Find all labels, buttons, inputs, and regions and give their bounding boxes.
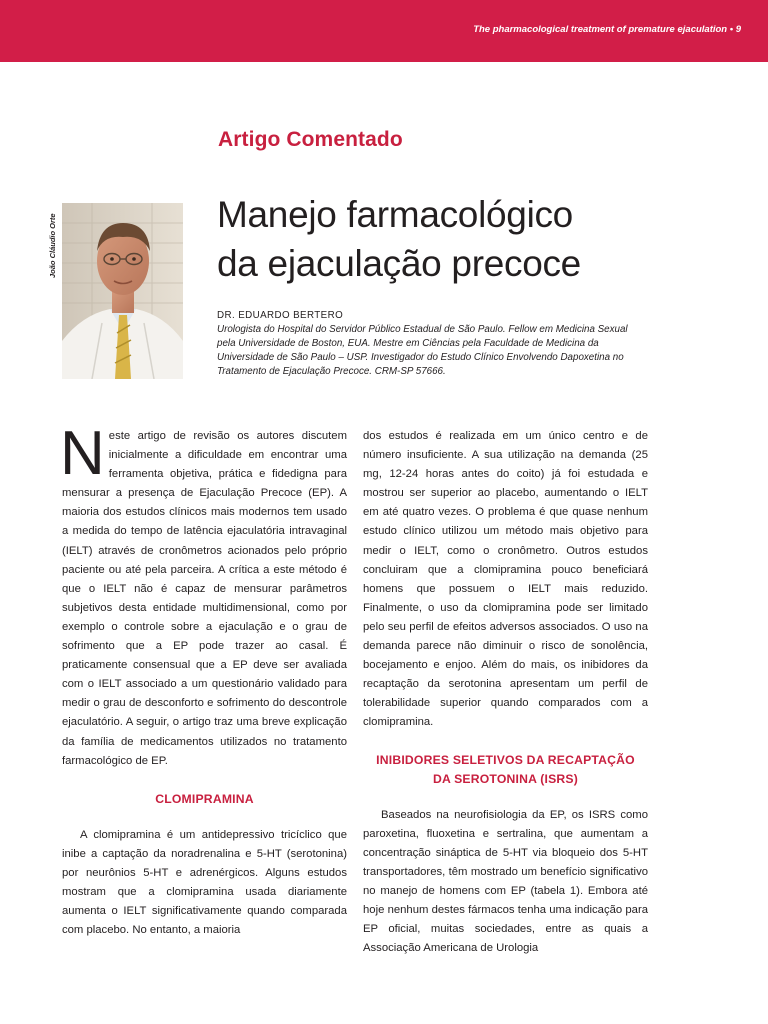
clomipramina-paragraph: A clomipramina é um antidepressivo tricíclico que inibe a captação da noradrenalina e 5-HT (serotonina) por neurônios 5-HT e adrenérgicos. Alguns estudos mostram que a clomipramina usada diariamente aumenta o IELT significativamente quando comparada com placebo. No entanto, a maioria: [62, 828, 347, 937]
subhead-isrs-line-1: INIBIDORES SELETIVOS DA RECAPTAÇÃO: [376, 752, 635, 767]
isrs-paragraph: Baseados na neurofisiologia da EP, os ISRS como paroxetina, fluoxetina e sertralina, que aumentam a concentração sináptica de 5-HT via bloqueio dos 5-HT transportadores, têm mostrado um benefício significativo no manejo de homens com EP (tabela 1). Embora até hoje nenhum destes fármacos tenha uma indicação para EP oficial, muitas sociedades, entre as quais a Associação Americana de Urologia: [363, 808, 648, 955]
portrait-illustration: [62, 203, 183, 379]
subhead-isrs: [363, 751, 648, 789]
portrait-photo: [62, 203, 183, 379]
title-line-1: Manejo farmacológico: [217, 194, 573, 235]
running-head: The pharmacological treatment of premature ejaculation • 9: [473, 24, 741, 35]
drop-cap: N: [60, 419, 105, 488]
author-bio: Urologista do Hospital do Servidor Público Estadual de São Paulo. Fellow em Medicina Sexual pela Universidade de Boston, EUA. Mestre em Ciências pela Faculdade de Medicina da Universidade de São Paulo – USP. Investigador do Estudo Clínico Envolvendo Dapoxetina no Tratamento de Ejaculação Precoce. CRM-SP 57666.: [217, 324, 628, 377]
column-right: [363, 427, 648, 958]
clomipramina-continued: dos estudos é realizada em um único centro e de número insuficiente. A sua utilização na demanda (25 mg, 12-24 horas antes do coito) já foi estudada e mostrou ser superior ao placebo, aumentando o IELT em até quatro vezes. O problema é que quase nenhum estudo clínico utilizou um método mais objetivo para medir o IELT, como o cronômetro. Outros estudos concluiram que a clomipramina pouco beneficiará homens que possuem o IELT mais reduzido. Finalmente, o uso da clomipramina pode ser limitado pelo seu perfil de efeitos adversos associados. O uso na demanda parece não diminuir o risco de sonolência, bocejamento e enjoo. Além do mais, os inibidores da recaptação da serotonina apresentam um perfil de tolerabilidade superior quando comparados com a clomipramina.: [363, 430, 648, 729]
author-name: DR. EDUARDO BERTERO: [217, 310, 344, 321]
article-title: [217, 190, 737, 288]
title-line-2: da ejaculação precoce: [217, 243, 581, 284]
intro-paragraph: [60, 419, 347, 771]
subhead-isrs-line-2: DA SEROTONINA (ISRS): [432, 771, 579, 786]
column-left: [60, 419, 347, 940]
header-band: [0, 0, 768, 62]
section-label: Artigo Comentado: [218, 128, 403, 151]
subhead-clomipramina: CLOMIPRAMINA: [155, 791, 254, 806]
photo-credit: João Cláudio Orte: [48, 213, 57, 278]
intro-text: este artigo de revisão os autores discutem inicialmente a dificuldade em encontrar uma ferramenta objetiva, prática e fidedigna para mensurar a presença de Ejaculação Precoce (EP). A maioria dos estudos clínicos mais modernos tem usado a medida do tempo de latência ejaculatória intravaginal (IELT) através de cronômetros acionados pelo próprio paciente ou até pela parceira. A crítica a este método é que o IELT não é capaz de mensurar parâmetros subjetivos desta entidade multidimensional, como por exemplo o controle sobre a ejaculação e o grau de sofrimento que a EP pode trazer ao casal. É praticamente consensual que a EP deve ser avaliada com o IELT associado a um questionário validado para medir o grau de desconforto e sofrimento do descontrole ejaculatório. A seguir, o artigo traz uma breve explicação da família de medicamentos utilizados no tratamento farmacológico de EP.: [62, 430, 347, 767]
